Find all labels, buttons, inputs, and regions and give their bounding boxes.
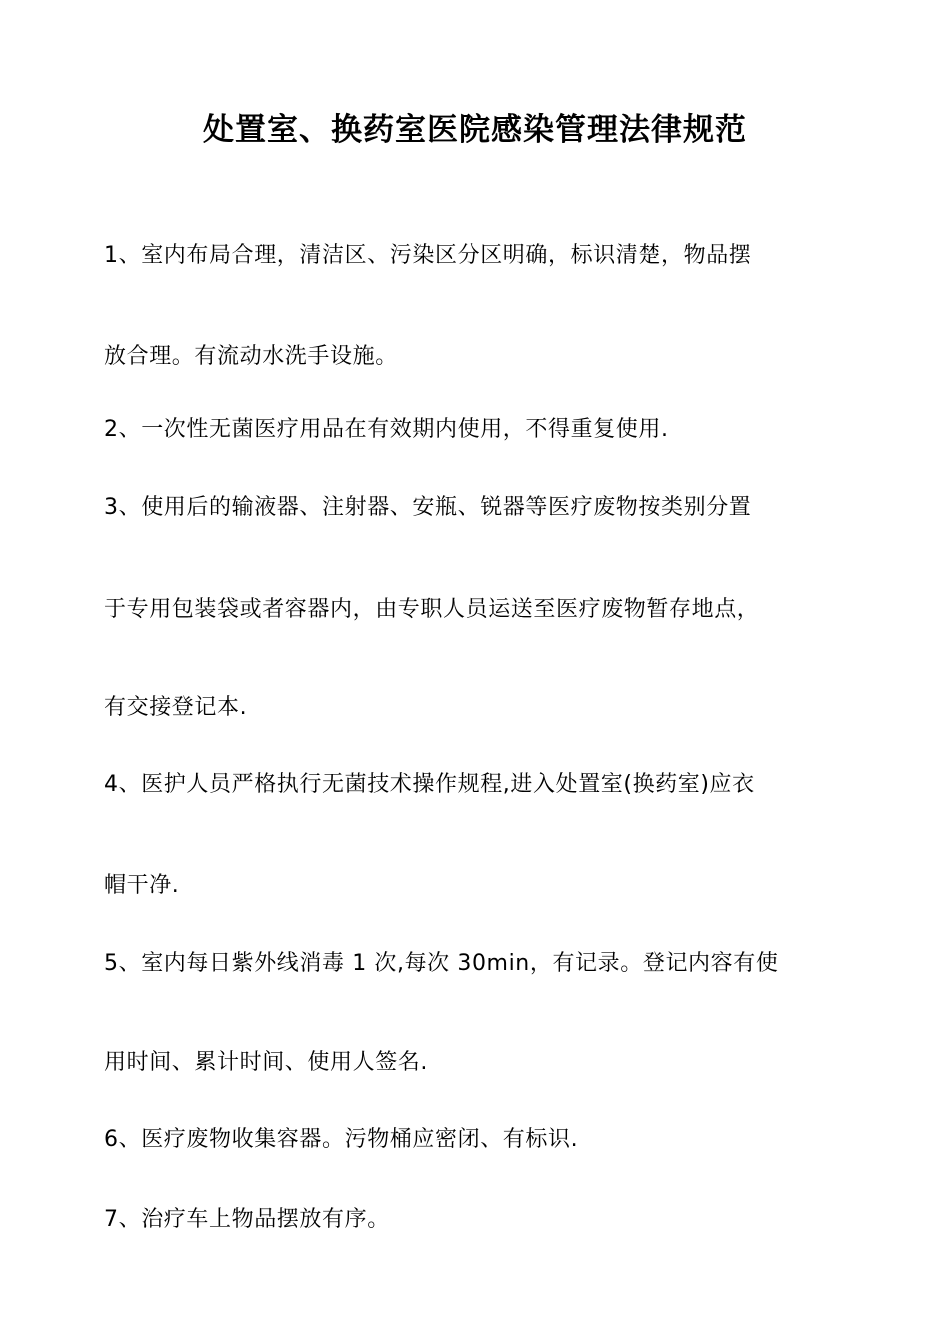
rule-1-line-2: 放合理。有流动水洗手设施。 <box>104 344 398 369</box>
rule-4-line-1: 4、医护人员严格执行无菌技术操作规程,进入处置室(换药室)应衣 <box>104 772 755 797</box>
rule-6-line-1: 6、医疗废物收集容器。污物桶应密闭、有标识. <box>104 1127 579 1152</box>
rule-3-line-1: 3、使用后的输液器、注射器、安瓶、锐器等医疗废物按类别分置 <box>104 495 752 520</box>
document-title: 处置室、换药室医院感染管理法律规范 <box>203 112 747 148</box>
rule-7-line-1: 7、治疗车上物品摆放有序。 <box>104 1207 390 1232</box>
rule-3-line-2: 于专用包装袋或者容器内，由专职人员运送至医疗废物暂存地点， <box>104 597 760 622</box>
rule-3-line-3: 有交接登记本. <box>104 695 248 720</box>
rule-4-line-2: 帽干净. <box>104 873 180 898</box>
rule-5-line-2: 用时间、累计时间、使用人签名. <box>104 1050 428 1075</box>
rule-1-line-1: 1、室内布局合理，清洁区、污染区分区明确，标识清楚，物品摆 <box>104 243 752 268</box>
rule-2-line-1: 2、一次性无菌医疗用品在有效期内使用，不得重复使用. <box>104 417 669 442</box>
rule-5-line-1: 5、室内每日紫外线消毒 1 次,每次 30min，有记录。登记内容有使 <box>104 951 779 976</box>
